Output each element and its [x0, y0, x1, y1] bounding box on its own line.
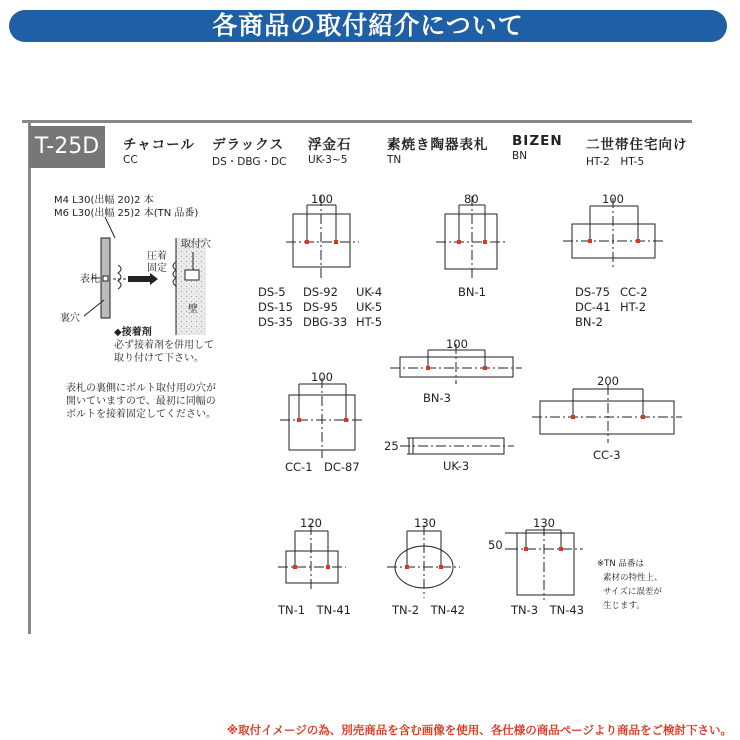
dim-d5: 100 — [311, 370, 333, 384]
col-name: 素焼き陶器表札 — [387, 137, 489, 153]
col-name: チャコール — [123, 137, 195, 153]
col-name: 二世帯住宅向け — [586, 137, 688, 153]
dim-w-d10: 130 — [533, 516, 555, 530]
diagram-5 — [280, 378, 364, 458]
col-name: BIZEN — [512, 133, 563, 149]
bolt-marker — [524, 547, 528, 551]
tn-note-line: ※TN 品番は — [597, 559, 644, 569]
note-line-3: ボルトを接着固定してください。 — [66, 409, 216, 420]
bolt-marker — [297, 418, 301, 422]
adhesive-line-1: 必ず接着剤を併用して — [114, 340, 214, 351]
bolt-marker — [405, 565, 409, 569]
bolt-marker — [636, 239, 640, 243]
dim-d4: 100 — [446, 337, 468, 351]
bolt-marker — [439, 565, 443, 569]
code: HT-5 — [356, 315, 383, 329]
bolt-spec-1: M4 L30(出幅 20)2 本 — [54, 195, 154, 206]
label-d8: TN-1 TN-41 — [278, 603, 352, 617]
diagram-7 — [400, 438, 514, 454]
dim-d8: 120 — [300, 516, 322, 530]
model-badge: T-25D — [29, 126, 105, 168]
label-d10: TN-3 TN-43 — [511, 603, 585, 617]
fix-label: 固定 — [147, 263, 167, 274]
col-name: デラックス — [212, 137, 285, 153]
bolt-marker — [334, 240, 338, 244]
dim-d3: 100 — [602, 192, 624, 206]
page-banner: 各商品の取付紹介について — [9, 10, 727, 42]
col-code: DS・DBG・DC — [212, 156, 287, 168]
dim-d6: 200 — [597, 374, 619, 388]
tn-note — [597, 557, 663, 613]
bolt-marker — [344, 418, 348, 422]
note-line-1: 表札の裏側にボルト取付用の穴が — [66, 383, 216, 394]
note-line-2: 開いていますので、最初に同幅の — [66, 396, 216, 407]
adhesive-heading: ◆接着剤 — [114, 327, 152, 338]
label-d2: BN-1 — [458, 285, 486, 299]
bolt-marker — [559, 547, 563, 551]
bolt-marker — [483, 366, 487, 370]
tn-note-line: 生じます。 — [603, 601, 645, 611]
nameplate-label: 表札 — [80, 274, 100, 285]
code: DBG-33 — [303, 315, 348, 329]
dim-d2: 80 — [464, 192, 479, 206]
code: UK-5 — [356, 300, 383, 314]
label-d7: UK-3 — [443, 459, 470, 473]
bolt-marker — [457, 240, 461, 244]
code: UK-4 — [356, 285, 383, 299]
press-label: 圧着 — [147, 251, 167, 262]
code: HT-2 — [620, 300, 647, 314]
diagram-6 — [532, 385, 682, 443]
col-name: 浮金石 — [308, 137, 352, 153]
dim-h-d10: 50 — [488, 538, 503, 552]
install-detail — [84, 217, 206, 335]
col-code: HT-2 HT-5 — [586, 156, 645, 168]
bolt-marker — [426, 366, 430, 370]
bolt-marker — [305, 240, 309, 244]
bolt-marker — [483, 240, 487, 244]
bolt-marker — [588, 239, 592, 243]
dim-d9: 130 — [414, 516, 436, 530]
back-hole-label: 裏穴 — [60, 313, 80, 324]
bolt-spec-2: M6 L30(出幅 25)2 本(TN 品番) — [54, 208, 199, 219]
col-code: BN — [512, 150, 528, 162]
diagram-8 — [278, 525, 346, 591]
codes-d1 — [258, 285, 382, 330]
bolt-marker — [293, 565, 297, 569]
col-code: CC — [123, 154, 138, 166]
code: DS-75 — [575, 285, 610, 299]
diagram-3 — [563, 198, 664, 268]
bolt-marker — [641, 415, 645, 419]
code: BN-2 — [575, 315, 603, 329]
col-code: TN — [387, 154, 402, 166]
code: CC-2 — [620, 285, 648, 299]
label-d4: BN-3 — [423, 391, 451, 405]
col-code: UK-3~5 — [308, 154, 348, 166]
label-d5: CC-1 DC-87 — [285, 460, 360, 474]
dim-d1: 100 — [311, 192, 333, 206]
bolt-marker — [326, 565, 330, 569]
tn-note-line: サイズに誤差が — [603, 587, 662, 597]
tn-note-line: 素材の特性上、 — [603, 573, 663, 583]
code: DS-15 — [258, 300, 293, 314]
code: DC-41 — [575, 300, 611, 314]
dim-d7: 25 — [384, 439, 399, 453]
diagram-1 — [286, 196, 359, 278]
mount-hole-label: 取付穴 — [181, 239, 211, 250]
diagram-2 — [436, 196, 507, 279]
adhesive-line-2: 取り付けて下さい。 — [114, 353, 204, 364]
wall-label: 壁 — [188, 304, 198, 315]
footer-note: ※取付イメージの為、別売商品を含む画像を使用、各仕様の商品ページより商品をご検討下さい。 — [226, 723, 732, 737]
bolt-marker — [571, 415, 575, 419]
wall-shape — [176, 238, 206, 335]
diagram-9 — [387, 525, 460, 598]
code: DS-35 — [258, 315, 293, 329]
code: DS-95 — [303, 300, 338, 314]
code: DS-5 — [258, 285, 286, 299]
label-d9: TN-2 TN-42 — [392, 603, 466, 617]
code: DS-92 — [303, 285, 338, 299]
label-d6: CC-3 — [593, 448, 621, 462]
diagram-10 — [505, 526, 583, 600]
codes-d3 — [575, 285, 648, 330]
